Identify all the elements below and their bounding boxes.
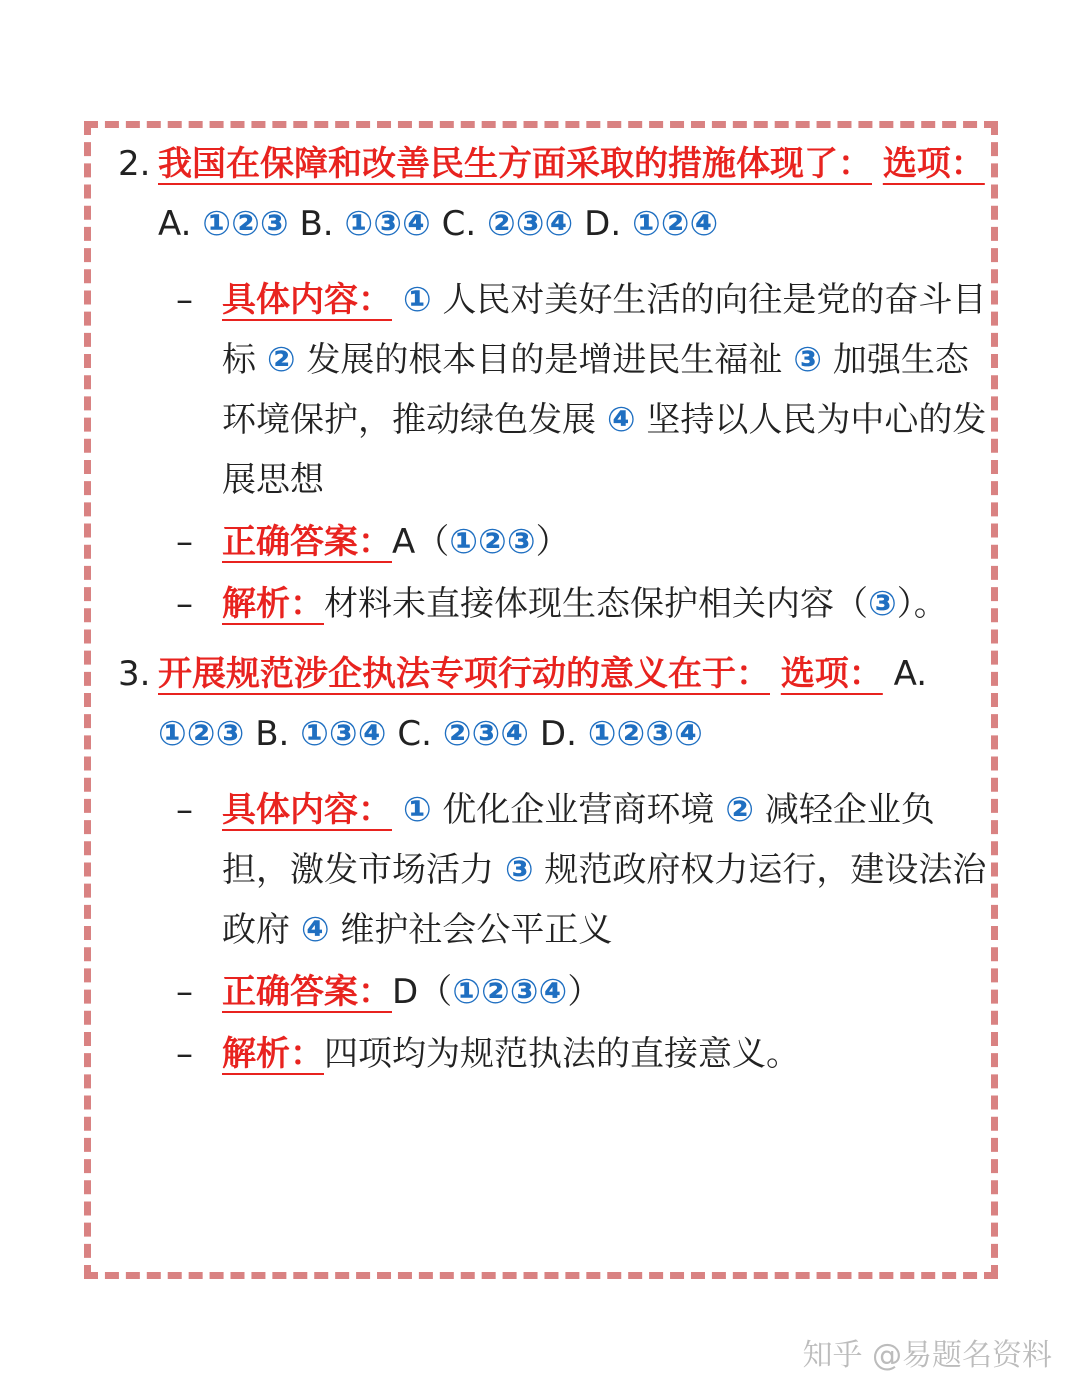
content-label: 具体内容： [222,280,392,320]
answer-letter: D（ [392,972,453,1012]
answer-letter: A（ [392,522,450,562]
option-a-label: A. [893,654,928,694]
item-text: 维护社会公平正义 [340,910,613,950]
option-b-label: B. [299,204,334,244]
item-marker: ④ [300,910,330,950]
item-text: 加强生态环境保护，推动绿色发展 [222,340,969,440]
answer-close: ） [535,522,570,562]
question-number: 3. [118,654,151,694]
detail-content [118,780,988,960]
watermark: 知乎 @易题名资料 [802,1338,1052,1373]
options-label: 选项： [780,654,883,694]
analysis-value: ③ [868,584,897,624]
item-marker: ① [402,280,432,320]
option-c-label: C. [397,714,432,754]
option-a-value: ①②③ [202,204,289,244]
option-d-value: ①②④ [631,204,719,244]
answer-value: ①②③④ [452,972,568,1012]
detail-content [118,270,988,510]
option-a-label: A. [158,204,192,244]
bullet-dash: – [176,584,193,624]
analysis [118,1024,988,1084]
answer-close: ） [567,972,602,1012]
analysis-text: 材料未直接体现生态保护相关内容（ [324,584,868,624]
answer-label: 正确答案： [222,522,392,562]
item-marker: ③ [504,850,534,890]
question-number: 2. [118,144,151,184]
question-stem: 我国在保障和改善民生方面采取的措施体现了： [158,144,872,184]
option-c-label: C. [441,204,477,244]
bullet-dash: – [176,1034,193,1074]
option-b-label: B. [255,714,290,754]
bullet-dash: – [176,280,193,320]
option-d-label: D. [539,714,577,754]
item-marker: ② [725,790,755,830]
option-b-value: ①③④ [300,714,387,754]
correct-answer [118,962,988,1022]
analysis-close: ）。 [896,584,948,624]
item-marker: ① [402,790,432,830]
item-text: 人民对美好生活的向往是党的奋斗目标 [222,280,987,380]
option-c-value: ②③④ [486,204,574,244]
item-text: 发展的根本目的是增进民生福祉 [306,340,783,380]
option-d-label: D. [584,204,622,244]
question-2 [118,134,988,254]
item-marker: ③ [793,340,823,380]
correct-answer [118,512,988,572]
item-text: 优化企业营商环境 [442,790,715,830]
item-text: 规范政府权力运行，建设法治政府 [222,850,987,950]
content-label: 具体内容： [222,790,392,830]
bullet-dash: – [176,972,193,1012]
answer-label: 正确答案： [222,972,392,1012]
analysis-label: 解析： [222,584,324,624]
option-c-value: ②③④ [442,714,530,754]
options-label: 选项： [882,144,985,184]
item-marker: ② [266,340,296,380]
item-text: 减轻企业负担，激发市场活力 [222,790,935,890]
question-3 [118,644,988,764]
analysis [118,574,988,634]
analysis-text: 四项均为规范执法的直接意义。 [324,1034,800,1074]
option-a-value: ①②③ [158,714,245,754]
item-text: 坚持以人民为中心的发展思想 [222,400,987,500]
option-b-value: ①③④ [344,204,431,244]
answer-value: ①②③ [449,522,536,562]
analysis-label: 解析： [222,1034,324,1074]
option-d-value: ①②③④ [587,714,703,754]
item-marker: ④ [606,400,636,440]
bullet-dash: – [176,790,193,830]
question-stem: 开展规范涉企执法专项行动的意义在于： [158,654,770,694]
question-list [118,134,988,1084]
bullet-dash: – [176,522,193,562]
